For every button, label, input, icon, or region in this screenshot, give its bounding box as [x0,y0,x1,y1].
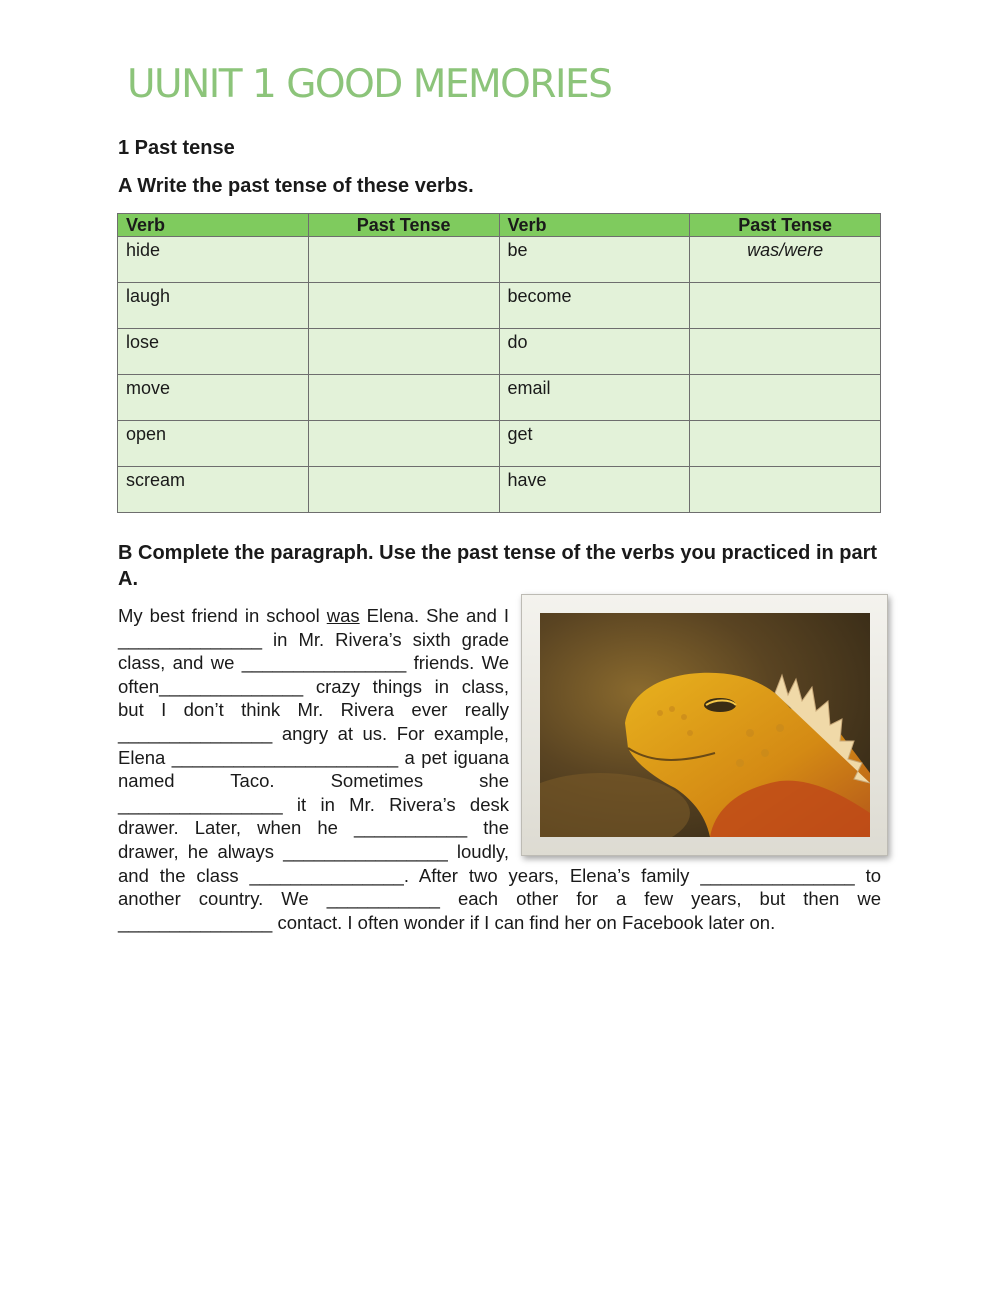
column-header: Verb [499,214,690,237]
answer-cell[interactable] [690,467,881,513]
column-header: Verb [118,214,309,237]
answer-cell[interactable] [308,283,499,329]
exercise-paragraph [118,604,881,934]
verb-cell: move [118,375,309,421]
example-answer: was [326,605,360,626]
photo-frame [521,594,888,856]
column-header: Past Tense [690,214,881,237]
answer-cell[interactable] [308,467,499,513]
answer-cell[interactable] [308,421,499,467]
page-title: UUNIT 1 GOOD MEMORIES [127,62,612,107]
table-row [118,421,881,467]
verb-cell: become [499,283,690,329]
verb-cell: do [499,329,690,375]
iguana-photo [540,613,870,837]
answer-cell[interactable]: was/were [690,237,881,283]
table-row [118,237,881,283]
verb-cell: be [499,237,690,283]
table-row [118,375,881,421]
verb-cell: scream [118,467,309,513]
verb-cell: open [118,421,309,467]
table-row [118,283,881,329]
answer-cell[interactable] [308,329,499,375]
answer-cell[interactable] [690,421,881,467]
verb-cell: get [499,421,690,467]
answer-cell[interactable] [690,283,881,329]
verb-cell: email [499,375,690,421]
verb-table [117,213,881,513]
table-row [118,329,881,375]
verb-cell: have [499,467,690,513]
section-heading: 1 Past tense [118,137,235,159]
part-b-instruction: B Complete the paragraph. Use the past tense of the verbs you practiced in part A. [118,542,878,590]
paragraph-text: My best friend in school [118,605,327,626]
answer-cell[interactable] [690,375,881,421]
answer-cell[interactable] [308,375,499,421]
verb-cell: hide [118,237,309,283]
part-a-instruction: A Write the past tense of these verbs. [118,175,474,197]
paragraph-text: Elena. She and I ______________ in Mr. Rivera’s sixth grade class, and we ________________ friends. We often______________ crazy things in class, but I don’t think Mr. Rivera ever really _______________ angry at us. For example, Elena ______________________ a pet iguana named Taco. Sometimes she ________________ it in Mr. Rivera’s desk drawer. Later, when he ___________ the drawer, he always ________________ loudly, and the class _______________. After two years, Elena’s family _______________ to another country. We ___________ each other for a few years, but then we _______________ contact. I often wonder if I can find her on Facebook later on. [118,605,881,933]
column-header: Past Tense [308,214,499,237]
answer-cell[interactable] [690,329,881,375]
table-row [118,467,881,513]
answer-cell[interactable] [308,237,499,283]
table-header-row [118,214,881,237]
verb-cell: laugh [118,283,309,329]
verb-cell: lose [118,329,309,375]
